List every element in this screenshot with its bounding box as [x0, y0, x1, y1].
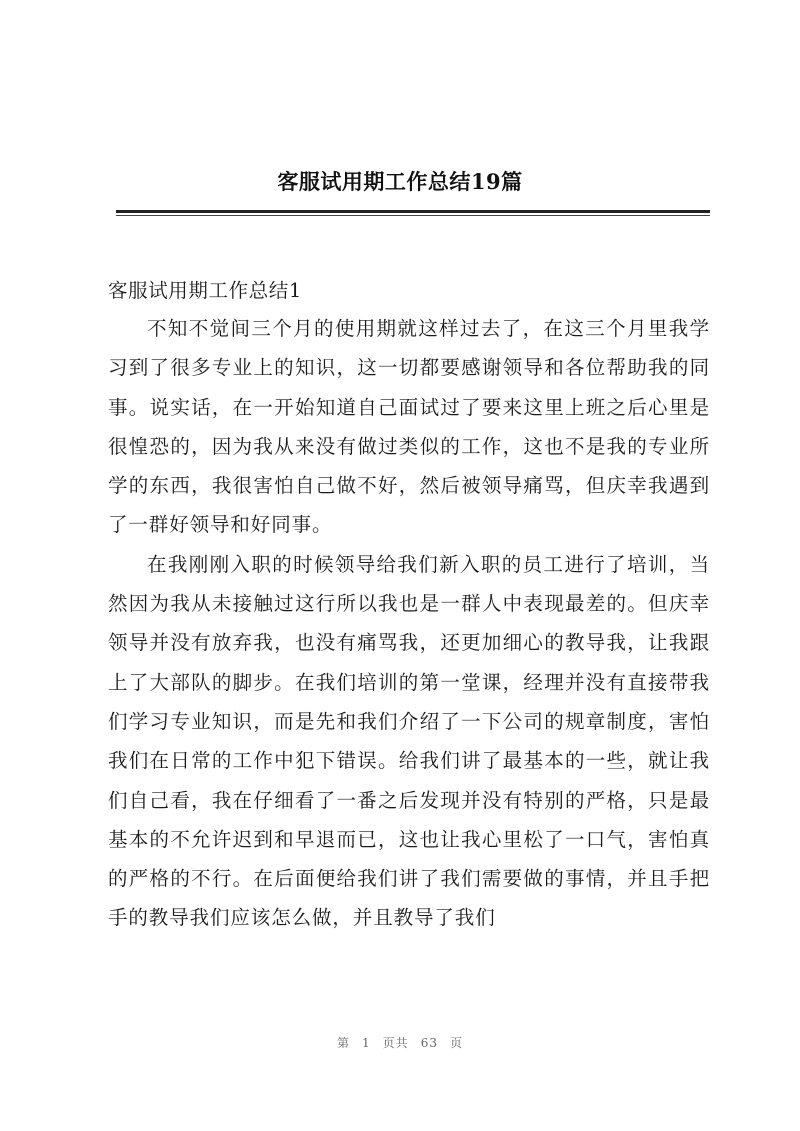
body-text	[108, 309, 710, 938]
title-underline-thin	[116, 215, 710, 216]
footer-total-pages: 63	[420, 1036, 438, 1050]
page-footer	[0, 1034, 800, 1051]
footer-label-page: 第	[337, 1036, 351, 1050]
paragraph-1: 不知不觉间三个月的使用期就这样过去了，在这三个月里我学习到了很多专业上的知识，这一切都要感谢领导和各位帮助我的同事。说实话，在一开始知道自己面试过了要来这里上班之后心里是很惶恐的，因为我从来没有做过类似的工作，这也不是我的专业所学的东西，我很害怕自己做不好，然后被领导痛骂，但庆幸我遇到了一群好领导和好同事。	[108, 317, 710, 537]
section-heading: 客服试用期工作总结1	[108, 279, 302, 302]
paragraph-2: 在我刚刚入职的时候领导给我们新入职的员工进行了培训，当然因为我从未接触过这行所以我也是一群人中表现最差的。但庆幸领导并没有放弃我，也没有痛骂我，还更加细心的教导我，让我跟上了大部队的脚步。在我们培训的第一堂课，经理并没有直接带我们学习专业知识，而是先和我们介绍了一下公司的规章制度，害怕我们在日常的工作中犯下错误。给我们讲了最基本的一些，就让我们自己看，我在仔细看了一番之后发现并没有特别的严格，只是最基本的不允许迟到和早退而已，这也让我心里松了一口气，害怕真的严格的不行。在后面便给我们讲了我们需要做的事情，并且手把手的教导我们应该怎么做，并且教导了我们	[108, 552, 710, 930]
document-title: 客服试用期工作总结19篇	[277, 169, 523, 194]
footer-label-pages: 页	[449, 1036, 463, 1050]
title-underline-thick	[116, 210, 710, 213]
footer-current-page: 1	[362, 1036, 371, 1050]
footer-label-of: 页共	[382, 1036, 409, 1050]
